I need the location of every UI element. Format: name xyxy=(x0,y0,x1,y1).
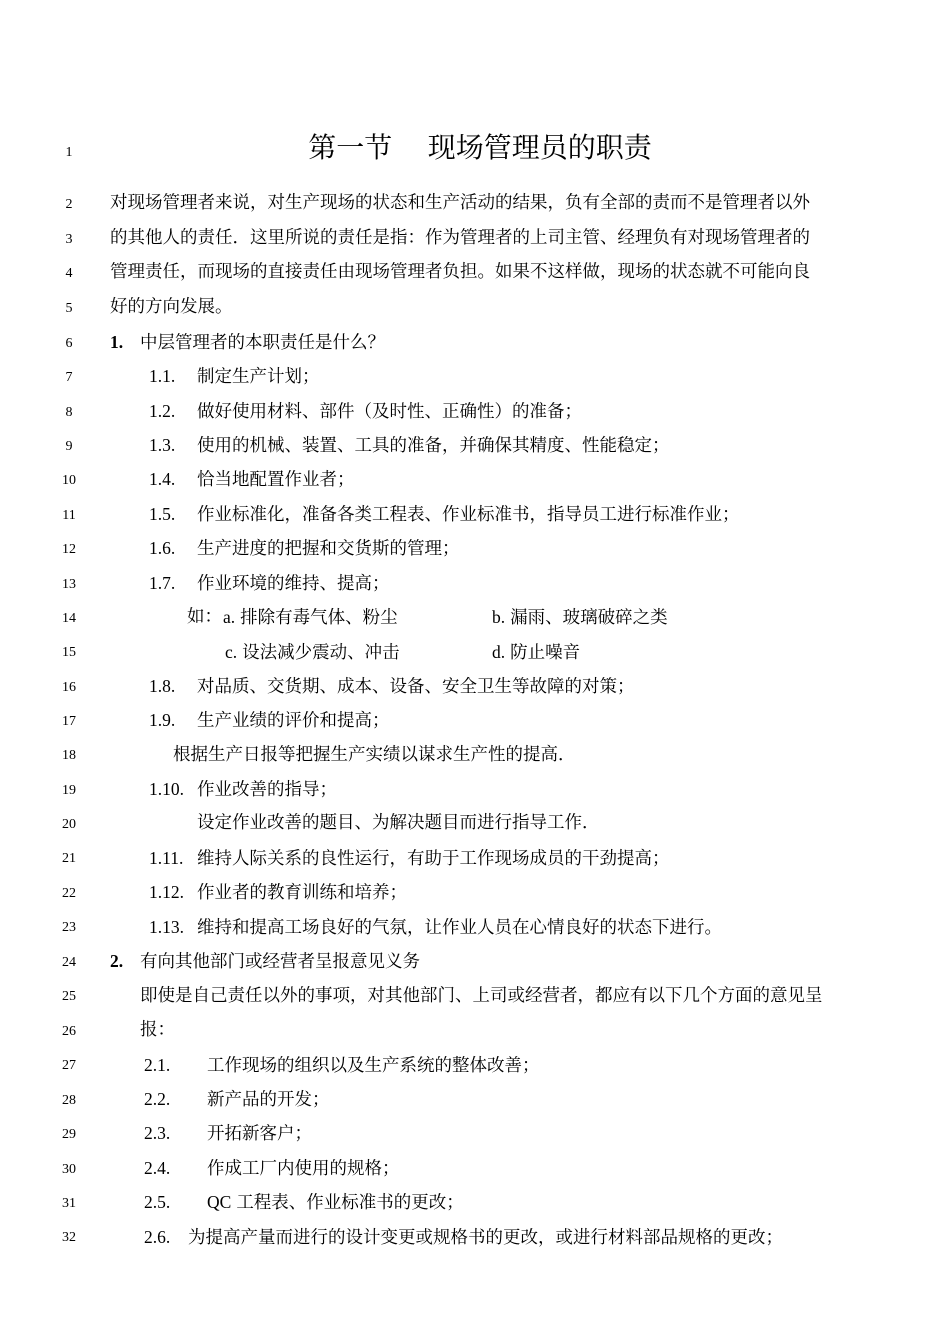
item-text: 生产业绩的评价和提高； xyxy=(197,711,390,731)
section-number: 1. xyxy=(110,332,124,352)
section-1-heading xyxy=(110,325,385,359)
list-item xyxy=(144,1116,312,1150)
line-number: 22 xyxy=(62,886,76,901)
line-number: 30 xyxy=(62,1162,76,1177)
item-number: 1.2. xyxy=(149,401,176,421)
line-number: 29 xyxy=(62,1127,76,1142)
line-number: 10 xyxy=(62,473,76,488)
item-number: 1.5. xyxy=(149,504,176,524)
list-item xyxy=(144,1185,464,1219)
item-note: 根据生产日报等把握生产实绩以谋求生产性的提高． xyxy=(173,745,576,765)
list-item xyxy=(149,394,582,428)
example-text: 设法减少震动、冲击 xyxy=(242,643,400,663)
item-text: 为提高产量而进行的设计变更或规格书的更改，或进行材料部品规格的更改； xyxy=(188,1228,783,1248)
list-item xyxy=(149,772,337,806)
example-prefix: 如： xyxy=(187,607,222,627)
item-text: 对品质、交货期、成本、设备、安全卫生等故障的对策； xyxy=(197,677,635,697)
item-number: 2.5. xyxy=(144,1192,171,1212)
line-number: 11 xyxy=(62,508,76,523)
line-number: 13 xyxy=(62,577,76,592)
line-number: 24 xyxy=(62,955,76,970)
item-number: 1.9. xyxy=(149,710,176,730)
line-number: 20 xyxy=(62,817,76,832)
item-number: 1.12. xyxy=(149,882,184,902)
line-number: 23 xyxy=(62,920,76,935)
section-title: 有向其他部门或经营者呈报意见义务 xyxy=(140,952,420,972)
list-item xyxy=(149,669,635,703)
item-text: 新产品的开发； xyxy=(207,1090,330,1110)
item-number: 2.2. xyxy=(144,1089,171,1109)
list-item xyxy=(149,497,740,531)
item-text: 生产进度的把握和交货斯的管理； xyxy=(197,539,460,559)
item-number: 2.6. xyxy=(144,1227,171,1247)
list-item xyxy=(144,1220,783,1254)
line-number: 28 xyxy=(62,1093,76,1108)
item-text: 恰当地配置作业者； xyxy=(197,470,355,490)
item-text: 使用的机械、装置、工具的准备，并确保其精度、性能稳定； xyxy=(197,436,670,456)
example-label: c. xyxy=(225,642,238,662)
line-number: 3 xyxy=(65,232,73,247)
line-number: 7 xyxy=(65,370,73,385)
item-text: 开拓新客户； xyxy=(207,1124,312,1144)
line-number: 2 xyxy=(65,197,73,212)
item-text: 工程表、作业标准书的更改； xyxy=(236,1193,464,1213)
line-number: 12 xyxy=(62,542,76,557)
list-item xyxy=(149,428,670,462)
example-text: 漏雨、玻璃破碎之类 xyxy=(510,608,668,628)
item-text: 工作现场的组织以及生产系统的整体改善； xyxy=(207,1056,540,1076)
intro-line: 管理责任，而现场的直接责任由现场管理者负担。如果不这样做，现场的状态就不可能向良 xyxy=(110,262,810,282)
example-label: a. xyxy=(223,607,236,627)
item-number: 1.6. xyxy=(149,538,176,558)
list-item xyxy=(144,1082,330,1116)
item-number: 2.3. xyxy=(144,1123,171,1143)
example-text: 排除有毒气体、粉尘 xyxy=(240,608,398,628)
item-text: 维持人际关系的良性运行，有助于工作现场成员的干劲提高； xyxy=(197,849,670,869)
item-text: 作成工厂内使用的规格； xyxy=(207,1159,400,1179)
item-number: 1.11. xyxy=(149,848,184,868)
line-number: 27 xyxy=(62,1058,76,1073)
page-title: 第一节 现场管理员的职责 xyxy=(308,131,652,164)
example-a xyxy=(223,600,398,634)
list-item xyxy=(149,566,390,600)
list-item xyxy=(149,910,722,944)
list-item xyxy=(149,359,320,393)
line-number: 18 xyxy=(62,748,76,763)
list-item xyxy=(149,875,407,909)
intro-line: 对现场管理者来说，对生产现场的状态和生产活动的结果，负有全部的责而不是管理者以外 xyxy=(110,193,810,213)
line-number: 1 xyxy=(65,145,73,160)
example-label: d. xyxy=(492,642,506,662)
item-number: 1.10. xyxy=(149,779,184,799)
intro-line: 的其他人的责任．这里所说的责任是指：作为管理者的上司主管、经理负有对现场管理者的 xyxy=(110,228,810,248)
line-number: 9 xyxy=(65,439,73,454)
line-number: 15 xyxy=(62,645,76,660)
line-number: 25 xyxy=(62,989,76,1004)
line-number: 14 xyxy=(62,611,76,626)
example-label: b. xyxy=(492,607,506,627)
example-b xyxy=(492,600,668,634)
section-2-heading xyxy=(110,944,420,978)
line-number: 8 xyxy=(65,405,73,420)
section-title: 中层管理者的本职责任是什么？ xyxy=(140,333,385,353)
item-number: 1.13. xyxy=(149,917,184,937)
item-text: 作业改善的指导； xyxy=(197,780,337,800)
list-item xyxy=(144,1048,540,1082)
item-number: 1.7. xyxy=(149,573,176,593)
item-number: 2.1. xyxy=(144,1055,171,1075)
item-text: 制定生产计划； xyxy=(197,367,320,387)
item-number: 1.1. xyxy=(149,366,176,386)
line-number: 17 xyxy=(62,714,76,729)
line-number: 4 xyxy=(65,266,73,281)
line-number: 21 xyxy=(62,851,76,866)
item-number: 1.3. xyxy=(149,435,176,455)
example-text: 防止噪音 xyxy=(510,643,581,663)
item-note: 设定作业改善的题目、为解决题目而进行指导工作． xyxy=(197,813,600,833)
list-item xyxy=(149,703,390,737)
list-item xyxy=(149,841,670,875)
intro-line: 好的方向发展。 xyxy=(110,297,233,317)
item-text: 做好使用材料、部件（及时性、正确性）的准备； xyxy=(197,402,582,422)
item-text: 维持和提高工场良好的气氛，让作业人员在心情良好的状态下进行。 xyxy=(197,918,722,938)
item-text: 作业环境的维持、提高； xyxy=(197,574,390,594)
section-2-paragraph: 即使是自己责任以外的事项，对其他部门、上司或经营者，都应有以下几个方面的意见呈 xyxy=(140,986,823,1006)
item-text-qc: QC xyxy=(207,1192,232,1212)
list-item xyxy=(149,462,355,496)
line-number: 31 xyxy=(62,1196,76,1211)
list-item xyxy=(144,1151,400,1185)
list-item xyxy=(149,531,460,565)
line-number: 16 xyxy=(62,680,76,695)
line-number: 32 xyxy=(62,1230,76,1245)
item-number: 1.8. xyxy=(149,676,176,696)
example-d xyxy=(492,635,580,669)
item-text: 作业者的教育训练和培养； xyxy=(197,883,407,903)
item-text: 作业标准化，准备各类工程表、作业标准书，指导员工进行标准作业； xyxy=(197,505,740,525)
line-number: 19 xyxy=(62,783,76,798)
item-number: 1.4. xyxy=(149,469,176,489)
section-number: 2. xyxy=(110,951,124,971)
example-c xyxy=(225,635,400,669)
line-number: 5 xyxy=(65,301,73,316)
line-number: 6 xyxy=(65,336,73,351)
section-2-paragraph: 报： xyxy=(140,1020,175,1040)
item-number: 2.4. xyxy=(144,1158,171,1178)
line-number: 26 xyxy=(62,1024,76,1039)
